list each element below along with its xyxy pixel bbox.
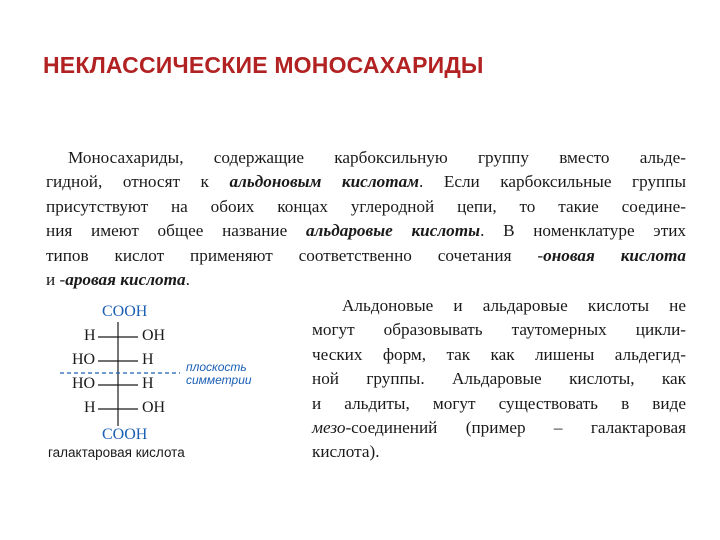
- text-line: ческих форм, так как лишены альдегид-: [312, 344, 686, 364]
- top-carboxyl-group: COOH: [102, 303, 148, 320]
- page-title: НЕКЛАССИЧЕСКИЕ МОНОСАХАРИДЫ: [43, 52, 484, 78]
- text-line: типов кислот применяют соответственно сочетания -оновая кислота: [46, 245, 686, 265]
- term-aldaric-acids: альдаровые кислоты: [305, 221, 481, 241]
- text-line: кислота).: [312, 442, 380, 462]
- structure-caption: галактаровая кислота: [48, 445, 185, 460]
- text-line: Альдоновые и альдаровые кислоты не: [342, 296, 686, 315]
- row1-left: H: [84, 327, 96, 344]
- paragraph-tautomerism-note: [312, 294, 686, 465]
- term-aric-acid: аровая кислота: [65, 270, 186, 290]
- row1-right: OH: [142, 327, 166, 344]
- bottom-carboxyl-group: COOH: [102, 426, 148, 443]
- symmetry-plane-label: плоскость симметрии: [186, 360, 252, 387]
- text-line: гидной, относят к альдоновым кислотам. Если карбоксильные группы: [46, 172, 686, 192]
- term-meso: мезо: [312, 418, 346, 438]
- row4-right: OH: [142, 399, 166, 416]
- term-aldonic-acids: альдоновым кислотам: [229, 172, 419, 192]
- fischer-projection-galactaric-acid: [40, 300, 300, 465]
- row3-right: H: [142, 375, 154, 392]
- text-line: ния имеют общее название альдаровые кислоты. В номенклатуре этих: [46, 221, 686, 241]
- text-line: могут образовывать таутомерных цикли-: [312, 320, 686, 340]
- text-line: присутствуют на обоих концах углеродной цепи, то такие соедине-: [46, 196, 686, 216]
- paragraph-aldonic-aldaric-definition: [46, 146, 686, 292]
- text-line: и -аровая кислота.: [46, 270, 190, 290]
- term-onic-acid: оновая кислота: [543, 245, 686, 265]
- text-line: ной группы. Альдаровые кислоты, как: [312, 369, 686, 389]
- text-line: мезо-соединений (пример – галактаровая: [312, 418, 686, 438]
- text-line: и альдиты, могут существовать в виде: [312, 393, 686, 413]
- row4-left: H: [84, 399, 96, 416]
- row2-left: HO: [72, 351, 96, 368]
- text-line: Моносахариды, содержащие карбоксильную группу вместо альде-: [68, 148, 686, 167]
- row3-left: HO: [72, 375, 96, 392]
- row2-right: H: [142, 351, 154, 368]
